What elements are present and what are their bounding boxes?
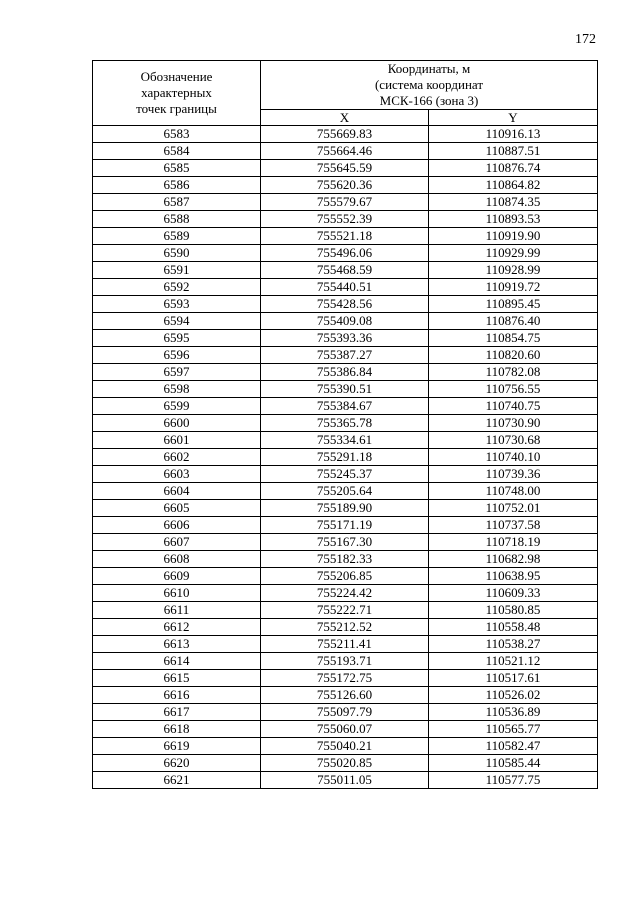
table-row bbox=[93, 211, 598, 228]
x-coordinate-cell: 755011.05 bbox=[261, 772, 429, 789]
x-coordinate-cell: 755409.08 bbox=[261, 313, 429, 330]
table-row bbox=[93, 568, 598, 585]
table-row bbox=[93, 500, 598, 517]
point-id-cell: 6594 bbox=[93, 313, 261, 330]
x-coordinate-cell: 755620.36 bbox=[261, 177, 429, 194]
y-coordinate-cell: 110756.55 bbox=[429, 381, 598, 398]
point-id-cell: 6586 bbox=[93, 177, 261, 194]
x-coordinate-cell: 755390.51 bbox=[261, 381, 429, 398]
x-coordinate-cell: 755040.21 bbox=[261, 738, 429, 755]
point-id-cell: 6612 bbox=[93, 619, 261, 636]
point-id-cell: 6592 bbox=[93, 279, 261, 296]
point-id-cell: 6605 bbox=[93, 500, 261, 517]
point-id-cell: 6606 bbox=[93, 517, 261, 534]
y-coordinate-cell: 110582.47 bbox=[429, 738, 598, 755]
point-id-cell: 6595 bbox=[93, 330, 261, 347]
x-coordinate-cell: 755126.60 bbox=[261, 687, 429, 704]
table-row bbox=[93, 653, 598, 670]
y-coordinate-cell: 110895.45 bbox=[429, 296, 598, 313]
y-coordinate-cell: 110876.74 bbox=[429, 160, 598, 177]
x-coordinate-cell: 755393.36 bbox=[261, 330, 429, 347]
y-coordinate-cell: 110730.68 bbox=[429, 432, 598, 449]
y-coordinate-cell: 110820.60 bbox=[429, 347, 598, 364]
x-coordinate-cell: 755496.06 bbox=[261, 245, 429, 262]
table-row bbox=[93, 517, 598, 534]
point-id-cell: 6590 bbox=[93, 245, 261, 262]
y-coordinate-cell: 110730.90 bbox=[429, 415, 598, 432]
x-coordinate-cell: 755182.33 bbox=[261, 551, 429, 568]
x-coordinate-cell: 755552.39 bbox=[261, 211, 429, 228]
point-id-cell: 6597 bbox=[93, 364, 261, 381]
x-coordinate-cell: 755171.19 bbox=[261, 517, 429, 534]
table-row bbox=[93, 551, 598, 568]
point-header-line: точек границы bbox=[136, 101, 217, 116]
point-header-line: Обозначение bbox=[140, 69, 213, 84]
x-coordinate-cell: 755212.52 bbox=[261, 619, 429, 636]
y-coordinate-cell: 110521.12 bbox=[429, 653, 598, 670]
point-id-cell: 6585 bbox=[93, 160, 261, 177]
table-row bbox=[93, 670, 598, 687]
y-coordinate-cell: 110558.48 bbox=[429, 619, 598, 636]
x-coordinate-cell: 755387.27 bbox=[261, 347, 429, 364]
y-coordinate-cell: 110919.72 bbox=[429, 279, 598, 296]
table-row bbox=[93, 772, 598, 789]
y-coordinate-cell: 110752.01 bbox=[429, 500, 598, 517]
boundary-coordinates-table bbox=[92, 60, 598, 789]
point-id-cell: 6591 bbox=[93, 262, 261, 279]
point-id-cell: 6609 bbox=[93, 568, 261, 585]
x-coordinate-cell: 755097.79 bbox=[261, 704, 429, 721]
point-header-line: характерных bbox=[141, 85, 212, 100]
point-id-cell: 6618 bbox=[93, 721, 261, 738]
x-coordinate-cell: 755193.71 bbox=[261, 653, 429, 670]
y-coordinate-cell: 110577.75 bbox=[429, 772, 598, 789]
y-coordinate-cell: 110609.33 bbox=[429, 585, 598, 602]
coords-header-line: МСК-166 (зона 3) bbox=[379, 93, 479, 108]
y-coordinate-cell: 110538.27 bbox=[429, 636, 598, 653]
table-row bbox=[93, 483, 598, 500]
table-row bbox=[93, 415, 598, 432]
table-row bbox=[93, 126, 598, 143]
y-coordinate-cell: 110740.10 bbox=[429, 449, 598, 466]
point-id-cell: 6589 bbox=[93, 228, 261, 245]
table-row bbox=[93, 449, 598, 466]
table-row bbox=[93, 347, 598, 364]
table-row bbox=[93, 585, 598, 602]
y-coordinate-cell: 110565.77 bbox=[429, 721, 598, 738]
point-id-cell: 6615 bbox=[93, 670, 261, 687]
point-id-cell: 6603 bbox=[93, 466, 261, 483]
y-coordinate-cell: 110585.44 bbox=[429, 755, 598, 772]
x-coordinate-cell: 755365.78 bbox=[261, 415, 429, 432]
table-row bbox=[93, 534, 598, 551]
x-coordinate-cell: 755521.18 bbox=[261, 228, 429, 245]
y-coordinate-cell: 110864.82 bbox=[429, 177, 598, 194]
x-coordinate-cell: 755440.51 bbox=[261, 279, 429, 296]
x-coordinate-cell: 755669.83 bbox=[261, 126, 429, 143]
y-coordinate-cell: 110536.89 bbox=[429, 704, 598, 721]
point-id-cell: 6617 bbox=[93, 704, 261, 721]
point-id-cell: 6610 bbox=[93, 585, 261, 602]
y-coordinate-cell: 110919.90 bbox=[429, 228, 598, 245]
y-coordinate-cell: 110739.36 bbox=[429, 466, 598, 483]
x-coordinate-cell: 755386.84 bbox=[261, 364, 429, 381]
point-id-cell: 6598 bbox=[93, 381, 261, 398]
page-number: 172 bbox=[575, 32, 596, 47]
y-coordinate-cell: 110718.19 bbox=[429, 534, 598, 551]
x-coordinate-cell: 755206.85 bbox=[261, 568, 429, 585]
table-row bbox=[93, 721, 598, 738]
x-coordinate-cell: 755664.46 bbox=[261, 143, 429, 160]
point-designation-header bbox=[93, 61, 261, 126]
y-coordinate-cell: 110928.99 bbox=[429, 262, 598, 279]
table-row bbox=[93, 738, 598, 755]
x-coordinate-cell: 755020.85 bbox=[261, 755, 429, 772]
x-coordinate-cell: 755224.42 bbox=[261, 585, 429, 602]
table-row bbox=[93, 398, 598, 415]
y-coordinate-cell: 110782.08 bbox=[429, 364, 598, 381]
x-coordinate-cell: 755189.90 bbox=[261, 500, 429, 517]
y-coordinate-cell: 110854.75 bbox=[429, 330, 598, 347]
table-row bbox=[93, 194, 598, 211]
point-id-cell: 6602 bbox=[93, 449, 261, 466]
table-body bbox=[93, 126, 598, 789]
x-coordinate-cell: 755468.59 bbox=[261, 262, 429, 279]
point-id-cell: 6621 bbox=[93, 772, 261, 789]
y-coordinate-cell: 110740.75 bbox=[429, 398, 598, 415]
table-row bbox=[93, 143, 598, 160]
x-coordinate-cell: 755060.07 bbox=[261, 721, 429, 738]
y-coordinate-cell: 110887.51 bbox=[429, 143, 598, 160]
table-row bbox=[93, 296, 598, 313]
table-row bbox=[93, 313, 598, 330]
point-id-cell: 6613 bbox=[93, 636, 261, 653]
point-id-cell: 6604 bbox=[93, 483, 261, 500]
x-coordinate-cell: 755172.75 bbox=[261, 670, 429, 687]
y-coordinate-cell: 110893.53 bbox=[429, 211, 598, 228]
table-row bbox=[93, 262, 598, 279]
point-id-cell: 6600 bbox=[93, 415, 261, 432]
y-coordinate-cell: 110929.99 bbox=[429, 245, 598, 262]
coords-header-line: (система координат bbox=[374, 77, 484, 92]
y-coordinate-cell: 110916.13 bbox=[429, 126, 598, 143]
x-column-header: X bbox=[261, 110, 429, 126]
x-coordinate-cell: 755428.56 bbox=[261, 296, 429, 313]
table-header bbox=[93, 61, 598, 126]
point-id-cell: 6583 bbox=[93, 126, 261, 143]
x-coordinate-cell: 755211.41 bbox=[261, 636, 429, 653]
point-id-cell: 6616 bbox=[93, 687, 261, 704]
x-coordinate-cell: 755645.59 bbox=[261, 160, 429, 177]
table-row bbox=[93, 160, 598, 177]
coords-header-line: Координаты, м bbox=[387, 61, 471, 76]
table-row bbox=[93, 245, 598, 262]
y-coordinate-cell: 110682.98 bbox=[429, 551, 598, 568]
point-id-cell: 6611 bbox=[93, 602, 261, 619]
table-row bbox=[93, 636, 598, 653]
point-id-cell: 6596 bbox=[93, 347, 261, 364]
y-coordinate-cell: 110517.61 bbox=[429, 670, 598, 687]
table-row bbox=[93, 704, 598, 721]
y-column-header: Y bbox=[429, 110, 598, 126]
point-id-cell: 6619 bbox=[93, 738, 261, 755]
table-row bbox=[93, 279, 598, 296]
point-id-cell: 6587 bbox=[93, 194, 261, 211]
y-coordinate-cell: 110526.02 bbox=[429, 687, 598, 704]
x-coordinate-cell: 755579.67 bbox=[261, 194, 429, 211]
x-coordinate-cell: 755167.30 bbox=[261, 534, 429, 551]
y-coordinate-cell: 110580.85 bbox=[429, 602, 598, 619]
table-row bbox=[93, 364, 598, 381]
table-row bbox=[93, 228, 598, 245]
point-id-cell: 6614 bbox=[93, 653, 261, 670]
point-id-cell: 6599 bbox=[93, 398, 261, 415]
x-coordinate-cell: 755384.67 bbox=[261, 398, 429, 415]
x-coordinate-cell: 755222.71 bbox=[261, 602, 429, 619]
y-coordinate-cell: 110748.00 bbox=[429, 483, 598, 500]
table-row bbox=[93, 381, 598, 398]
x-coordinate-cell: 755334.61 bbox=[261, 432, 429, 449]
y-coordinate-cell: 110874.35 bbox=[429, 194, 598, 211]
x-coordinate-cell: 755245.37 bbox=[261, 466, 429, 483]
x-coordinate-cell: 755291.18 bbox=[261, 449, 429, 466]
table-row bbox=[93, 177, 598, 194]
table-row bbox=[93, 687, 598, 704]
y-coordinate-cell: 110876.40 bbox=[429, 313, 598, 330]
point-id-cell: 6620 bbox=[93, 755, 261, 772]
point-id-cell: 6607 bbox=[93, 534, 261, 551]
table-row bbox=[93, 619, 598, 636]
table-row bbox=[93, 432, 598, 449]
y-coordinate-cell: 110638.95 bbox=[429, 568, 598, 585]
table-row bbox=[93, 330, 598, 347]
point-id-cell: 6608 bbox=[93, 551, 261, 568]
y-coordinate-cell: 110737.58 bbox=[429, 517, 598, 534]
point-id-cell: 6588 bbox=[93, 211, 261, 228]
coordinates-header bbox=[261, 61, 598, 110]
point-id-cell: 6584 bbox=[93, 143, 261, 160]
table-row bbox=[93, 466, 598, 483]
point-id-cell: 6601 bbox=[93, 432, 261, 449]
point-id-cell: 6593 bbox=[93, 296, 261, 313]
x-coordinate-cell: 755205.64 bbox=[261, 483, 429, 500]
table-row bbox=[93, 602, 598, 619]
table-row bbox=[93, 755, 598, 772]
